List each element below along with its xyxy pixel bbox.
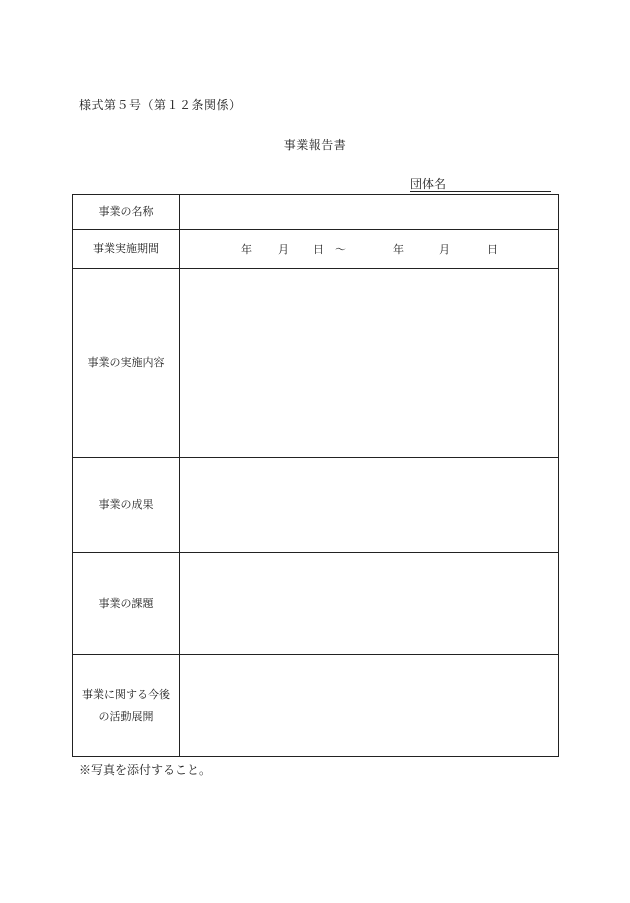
form-number: 様式第５号（第１２条関係） <box>79 98 242 112</box>
row-project-content <box>73 269 559 458</box>
project-issues-value[interactable] <box>180 553 559 655</box>
future-activities-value[interactable] <box>180 655 559 757</box>
project-name-label: 事業の名称 <box>73 195 180 230</box>
project-results-value[interactable] <box>180 458 559 553</box>
photo-attachment-note: ※写真を添付すること。 <box>79 763 212 777</box>
organization-name-field[interactable] <box>410 177 551 192</box>
row-project-name <box>73 195 559 230</box>
future-activities-label-line1: 事業に関する今後 <box>82 687 170 701</box>
future-activities-label-line2: の活動展開 <box>98 709 154 723</box>
organization-name-label: 団体名 <box>410 177 447 191</box>
report-table <box>72 194 559 757</box>
period-end-day-label: 日 <box>487 243 498 256</box>
period-end-month-label: 月 <box>439 243 450 256</box>
project-results-label: 事業の成果 <box>73 458 180 553</box>
row-project-results <box>73 458 559 553</box>
period-start-month-label: 月 <box>278 243 289 256</box>
period-separator: 〜 <box>335 243 346 256</box>
period-end-year-label: 年 <box>393 243 404 256</box>
period-start-day-label: 日 <box>313 243 324 256</box>
project-content-value[interactable] <box>180 269 559 458</box>
document-title: 事業報告書 <box>283 138 347 152</box>
project-content-label: 事業の実施内容 <box>73 269 180 458</box>
project-period-value[interactable] <box>180 230 559 269</box>
row-project-period <box>73 230 559 269</box>
row-project-issues <box>73 553 559 655</box>
row-future-activities <box>73 655 559 757</box>
project-name-value[interactable] <box>180 195 559 230</box>
project-period-label: 事業実施期間 <box>73 230 180 269</box>
future-activities-label <box>73 655 180 757</box>
project-issues-label: 事業の課題 <box>73 553 180 655</box>
period-start-year-label: 年 <box>241 243 252 256</box>
